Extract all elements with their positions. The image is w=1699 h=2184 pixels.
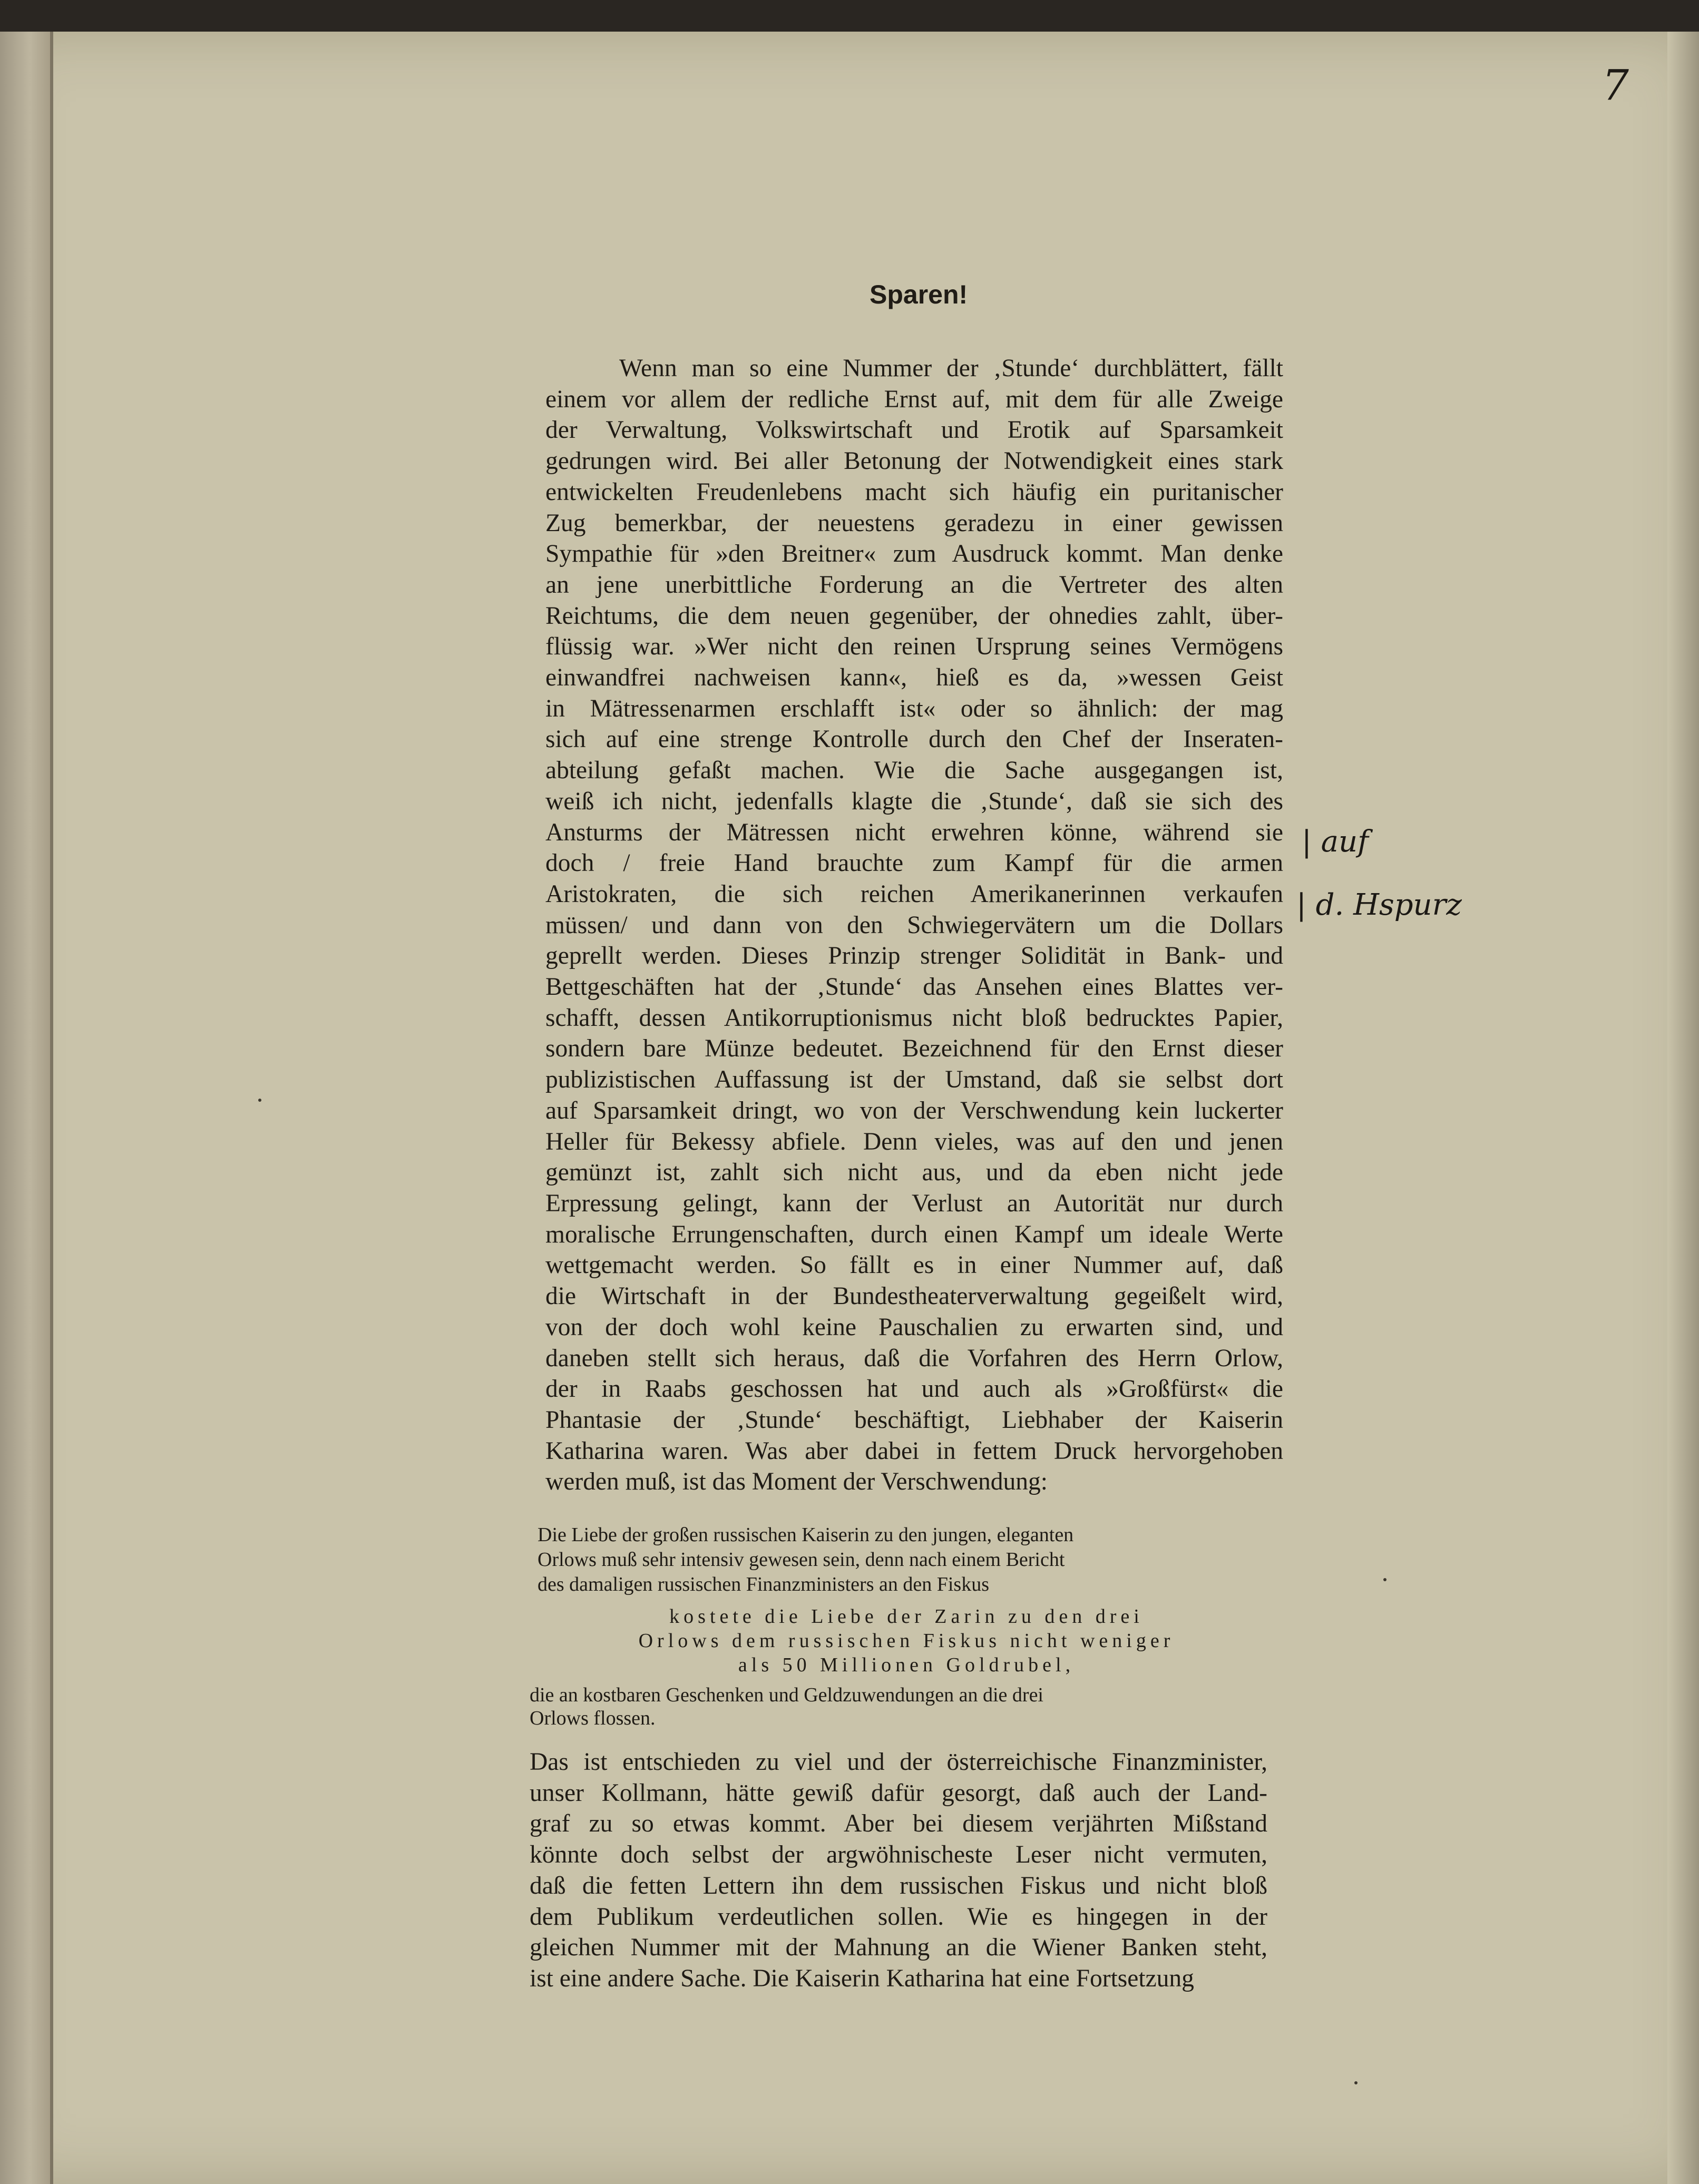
text-line: Zug bemerkbar, der neuestens geradezu in einer gewissen — [545, 509, 1283, 537]
text-line: der in Raabs geschossen hat und auch als »Großfürst« die — [545, 1375, 1283, 1403]
page-number: 7 — [1602, 61, 1629, 110]
text-line: weiß ich nicht, jedenfalls klagte die ‚Stunde‘, daß sie sich des — [545, 787, 1283, 815]
quote-outro — [530, 1683, 1267, 1730]
text-line: graf zu so etwas kommt. Aber bei diesem verjährten Mißstand — [530, 1810, 1267, 1838]
text-line: werden muß, ist das Moment der Verschwendung: — [545, 1468, 1048, 1496]
text-line: flüssig war. »Wer nicht den reinen Ursprung seines Vermögens — [545, 633, 1283, 661]
text-line: Sympathie für »den Breitner« zum Ausdruck kommt. Man denke — [545, 540, 1283, 568]
text-line: Erpressung gelingt, kann der Verlust an Autorität nur durch — [545, 1189, 1283, 1217]
text-line: ist eine andere Sache. Die Kaiserin Katharina hat eine Fortsetzung — [530, 1964, 1194, 1992]
paper-speck — [258, 1099, 261, 1102]
text-line: geprellt werden. Dieses Prinzip strenger Solidität in Bank- und — [545, 942, 1283, 970]
paragraph-2 — [530, 1747, 1267, 1994]
text-line: gleichen Nummer mit der Mahnung an die Wiener Banken steht, — [530, 1934, 1267, 1962]
text-line: abteilung gefaßt machen. Wie die Sache ausgegangen ist, — [545, 757, 1283, 785]
paragraph-1 — [545, 353, 1283, 1497]
text-line: sich auf eine strenge Kontrolle durch den Chef der Inseraten- — [545, 726, 1283, 753]
text-line: doch / freie Hand brauchte zum Kampf für die armen — [545, 849, 1283, 877]
text-line: entwickelten Freudenlebens macht sich häufig ein puritanischer — [545, 478, 1283, 506]
text-line: Das ist entschieden zu viel und der österreichische Finanzminister, — [530, 1748, 1267, 1776]
text-line: Die Liebe der großen russischen Kaiserin zu den jungen, eleganten — [538, 1524, 1074, 1546]
text-line: daß die fetten Lettern ihn dem russischen Fiskus und nicht bloß — [530, 1872, 1267, 1899]
text-line: müssen/ und dann von den Schwiegervätern um die Dollars — [545, 911, 1283, 939]
text-line: schafft, dessen Antikorruptionismus nicht bloß bedrucktes Papier, — [545, 1004, 1283, 1032]
text-line: einem vor allem der redliche Ernst auf, mit dem für alle Zweige — [545, 385, 1283, 413]
text-line: Wenn man so eine Nummer der ‚Stunde‘ durchblättert, fällt — [619, 355, 1283, 382]
text-line: Bettgeschäften hat der ‚Stunde‘ das Ansehen eines Blattes ver- — [545, 973, 1283, 1001]
text-line: kostete die Liebe der Zarin zu den drei — [669, 1605, 1144, 1628]
page-edge — [1667, 32, 1699, 2184]
text-line: Aristokraten, die sich reichen Amerikanerinnen verkaufen — [545, 880, 1283, 908]
text-line: moralische Errungenschaften, durch einen Kampf um ideale Werte — [545, 1220, 1283, 1248]
scanned-page — [0, 32, 1699, 2184]
article-title: Sparen! — [870, 280, 968, 309]
margin-note-1: | auf — [1302, 825, 1369, 859]
text-line: Katharina waren. Was aber dabei in fettem Druck hervorgehoben — [545, 1437, 1283, 1465]
text-line: Orlows dem russischen Fiskus nicht weniger — [638, 1630, 1175, 1652]
text-line: in Mätressenarmen erschlafft ist« oder so ähnlich: der mag — [545, 694, 1283, 722]
text-line: könnte doch selbst der argwöhnischeste Leser nicht vermuten, — [530, 1841, 1267, 1869]
text-line: von der doch wohl keine Pauschalien zu erwarten sind, und — [545, 1313, 1283, 1341]
text-line: Heller für Bekessy abfiele. Denn vieles, was auf den und jenen — [545, 1128, 1283, 1155]
paper-speck — [1354, 2081, 1358, 2084]
text-line: die an kostbaren Geschenken und Geldzuwendungen an die drei — [530, 1684, 1043, 1706]
text-line: Ansturms der Mätressen nicht erwehren könne, während sie — [545, 818, 1283, 846]
text-line: des damaligen russischen Finanzministers an den Fiskus — [538, 1573, 989, 1595]
text-line: einwandfrei nachweisen kann«, hieß es da, »wessen Geist — [545, 664, 1283, 692]
text-line: publizistischen Auffassung ist der Umstand, daß sie selbst dort — [545, 1066, 1283, 1094]
text-line: Orlows muß sehr intensiv gewesen sein, denn nach einem Bericht — [538, 1549, 1065, 1571]
text-line: Orlows flossen. — [530, 1707, 656, 1729]
text-line: sondern bare Münze bedeutet. Bezeichnend für den Ernst dieser — [545, 1035, 1283, 1063]
text-line: gedrungen wird. Bei aller Betonung der Notwendigkeit eines stark — [545, 447, 1283, 475]
text-line: wettgemacht werden. So fällt es in einer Nummer auf, daß — [545, 1251, 1283, 1279]
text-line: Reichtums, die dem neuen gegenüber, der ohnedies zahlt, über- — [545, 602, 1283, 630]
text-line: auf Sparsamkeit dringt, wo von der Verschwendung kein luckerter — [545, 1096, 1283, 1124]
quote-intro — [538, 1523, 1265, 1597]
margin-note-2: | d. Hspurz — [1296, 888, 1462, 922]
text-line: gemünzt ist, zahlt sich nicht aus, und da eben nicht jede — [545, 1159, 1283, 1187]
text-line: als 50 Millionen Goldrubel, — [738, 1654, 1075, 1676]
paper-speck — [1383, 1578, 1386, 1581]
text-line: die Wirtschaft in der Bundestheaterverwaltung gegeißelt wird, — [545, 1282, 1283, 1310]
quote-spaced — [559, 1604, 1254, 1677]
text-line: unser Kollmann, hätte gewiß dafür gesorgt, daß auch der Land- — [530, 1779, 1267, 1807]
text-line: Phantasie der ‚Stunde‘ beschäftigt, Liebhaber der Kaiserin — [545, 1406, 1283, 1434]
text-line: an jene unerbittliche Forderung an die Vertreter des alten — [545, 571, 1283, 599]
text-line: dem Publikum verdeutlichen sollen. Wie es hingegen in der — [530, 1903, 1267, 1931]
text-line: daneben stellt sich heraus, daß die Vorfahren des Herrn Orlow, — [545, 1344, 1283, 1372]
book-spine — [0, 32, 53, 2184]
text-line: der Verwaltung, Volkswirtschaft und Erotik auf Sparsamkeit — [545, 416, 1283, 444]
